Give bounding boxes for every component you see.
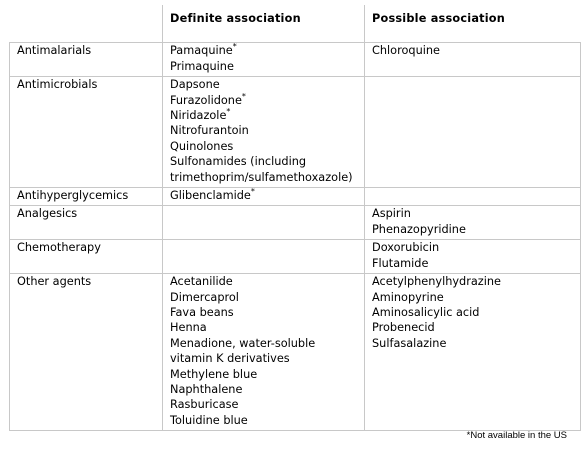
category-cell (10, 206, 163, 240)
definite-association-drug: Glibenclamide* (170, 187, 255, 203)
possible-association-cell (365, 206, 581, 240)
definite-association-cell (163, 43, 365, 77)
table-row (10, 43, 581, 77)
possible-association-drug: Probenecid (372, 321, 435, 335)
possible-association-drug: Chloroquine (372, 44, 440, 58)
definite-association-drug: Henna (170, 321, 207, 335)
header-category (10, 5, 163, 43)
definite-association-drug: Dimercaprol (170, 290, 239, 304)
not-available-marker: * (232, 42, 237, 52)
definite-association-drug: Menadione, water-soluble (170, 336, 316, 350)
definite-association-drug: trimethoprim/sulfamethoxazole) (170, 170, 353, 184)
not-available-marker: * (226, 107, 231, 117)
category-label: Antimalarials (17, 44, 92, 58)
definite-association-drug: Sulfonamides (including (170, 155, 307, 169)
definite-association-drug: Naphthalene (170, 382, 243, 396)
table-row (10, 240, 581, 274)
definite-association-drug: Fava beans (170, 305, 234, 319)
category-cell (10, 188, 163, 206)
definite-association-cell (163, 206, 365, 240)
definite-association-drug: Pamaquine* (170, 42, 237, 58)
possible-association-drug: Sulfasalazine (372, 336, 447, 350)
category-label: Chemotherapy (17, 241, 101, 255)
category-cell (10, 274, 163, 431)
drug-association-table (9, 5, 581, 431)
definite-association-drug: Methylene blue (170, 367, 258, 381)
table-row (10, 206, 581, 240)
definite-association-drug: Acetanilide (170, 275, 233, 289)
category-cell (10, 43, 163, 77)
definite-association-drug: Quinolones (170, 139, 234, 153)
header-definite-association: Definite association (163, 5, 365, 43)
category-label: Antihyperglycemics (17, 189, 129, 203)
table-row (10, 274, 581, 431)
possible-association-drug: Doxorubicin (372, 241, 440, 255)
definite-association-cell (163, 77, 365, 188)
definite-association-cell (163, 188, 365, 206)
definite-association-drug: Rasburicase (170, 398, 239, 412)
category-label: Antimicrobials (17, 78, 98, 92)
possible-association-drug: Aspirin (372, 207, 411, 221)
category-label: Analgesics (17, 207, 78, 221)
definite-association-drug: Dapsone (170, 78, 220, 92)
category-cell (10, 240, 163, 274)
possible-association-drug: Aminopyrine (372, 290, 444, 304)
header-possible-association: Possible association (365, 5, 581, 43)
possible-association-drug: Flutamide (372, 256, 429, 270)
table-row (10, 188, 581, 206)
definite-association-cell (163, 240, 365, 274)
possible-association-drug: Acetylphenylhydrazine (372, 275, 501, 289)
definite-association-drug: Nitrofurantoin (170, 124, 249, 138)
possible-association-drug: Phenazopyridine (372, 222, 466, 236)
footnote: *Not available in the US (466, 430, 567, 441)
drug-association-table-wrapper (9, 5, 580, 431)
definite-association-cell (163, 274, 365, 431)
possible-association-drug: Aminosalicylic acid (372, 305, 480, 319)
table-row (10, 77, 581, 188)
not-available-marker: * (250, 187, 255, 197)
possible-association-cell (365, 77, 581, 188)
table-body (10, 43, 581, 431)
definite-association-drug: Furazolidone* (170, 91, 246, 107)
category-cell (10, 77, 163, 188)
definite-association-drug: Niridazole* (170, 107, 231, 123)
possible-association-cell (365, 43, 581, 77)
definite-association-drug: Toluidine blue (170, 413, 248, 427)
category-label: Other agents (17, 275, 92, 289)
not-available-marker: * (241, 91, 246, 101)
possible-association-cell (365, 240, 581, 274)
possible-association-cell (365, 188, 581, 206)
table-header-row (10, 5, 581, 43)
definite-association-drug: vitamin K derivatives (170, 352, 290, 366)
definite-association-drug: Primaquine (170, 59, 234, 73)
possible-association-cell (365, 274, 581, 431)
